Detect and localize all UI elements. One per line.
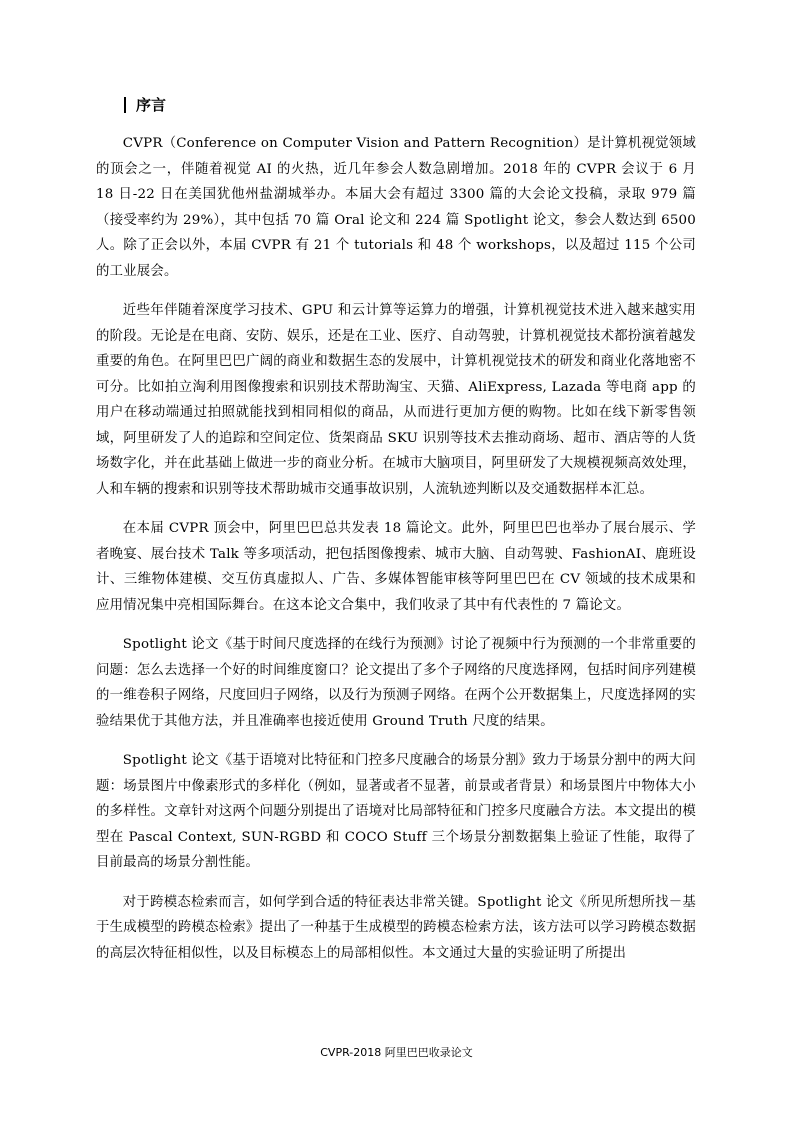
- heading-bar: [124, 97, 126, 113]
- paragraph-alibaba-cvpr: 在本届 CVPR 顶会中，阿里巴巴总共发表 18 篇论文。此外，阿里巴巴也举办了展台展示、学者晚宴、展台技术 Talk 等多项活动，把包括图像搜索、城市大脑、自动驾驶、FashionAI、鹿班设计、三维物体建模、交互仿真虚拟人、广告、多媒体智能审核等阿里巴巴在 CV 领域的技术成果和应用情况集中亮相国际舞台。在这本论文合集中，我们收录了其中有代表性的 7 篇论文。: [96, 521, 696, 613]
- paragraph-scene-segmentation: Spotlight 论文《基于语境对比特征和门控多尺度融合的场景分割》致力于场景分割中的两大问题：场景图片中像素形式的多样化（例如，显著或者不显著，前景或者背景）和场景图片中物体大小的多样性。文章针对这两个问题分别提出了语境对比局部特征和门控多尺度融合方法。本文提出的模型在 Pascal Context, SUN-RGBD 和 COCO Stuff 三个场景分割数据集上验证了性能，取得了目前最高的场景分割性能。: [96, 753, 696, 870]
- section-title: 序言: [136, 96, 167, 114]
- body-text: [96, 131, 696, 980]
- paragraph-intro: CVPR（Conference on Computer Vision and Pattern Recognition）是计算机视觉领域的顶会之一，伴随着视觉 AI 的火热，近几年参会人数急剧增加。2018 年的 CVPR 会议于 6 月 18 日-22 日在美国犹他州盐湖城举办。本届大会有超过 3300 篇的大会论文投稿，录取 979 篇（接受率约为 29%），其中包括 70 篇 Oral 论文和 224 篇 Spotlight 论文，参会人数达到 6500 人。除了正会以外，本届 CVPR 有 21 个 tutorials 和 48 个 workshops，以及超过 115 个公司的工业展会。: [96, 136, 696, 279]
- paragraph-action-prediction: Spotlight 论文《基于时间尺度选择的在线行为预测》讨论了视频中行为预测的一个非常重要的问题：怎么去选择一个好的时间维度窗口？论文提出了多个子网络的尺度选择网，包括时间序列建模的一维卷积子网络，尺度回归子网络，以及行为预测子网络。在两个公开数据集上，尺度选择网的实验结果优于其他方法，并且准确率也接近使用 Ground Truth 尺度的结果。: [96, 637, 696, 729]
- page-footer: CVPR-2018 阿里巴巴收录论文: [320, 1046, 473, 1059]
- paragraph-cv-applications: 近些年伴随着深度学习技术、GPU 和云计算等运算力的增强，计算机视觉技术进入越来越实用的阶段。无论是在电商、安防、娱乐，还是在工业、医疗、自动驾驶，计算机视觉技术都扮演着越发重要的角色。在阿里巴巴广阔的商业和数据生态的发展中，计算机视觉技术的研发和商业化落地密不可分。比如拍立淘利用图像搜索和识别技术帮助淘宝、天猫、AliExpress, Lazada 等电商 app 的用户在移动端通过拍照就能找到相同相似的商品，从而进行更加方便的购物。比如在线下新零售领域，阿里研发了人的追踪和空间定位、货架商品 SKU 识别等技术去推动商场、超市、酒店等的人货场数字化，并在此基础上做进一步的商业分析。在城市大脑项目，阿里研发了大规模视频高效处理，人和车辆的搜索和识别等技术帮助城市交通事故识别，人流轨迹判断以及交通数据样本汇总。: [96, 303, 696, 497]
- section-heading: [124, 95, 166, 115]
- paragraph-cross-modal-retrieval: 对于跨模态检索而言，如何学到合适的特征表达非常关键。Spotlight 论文《所见所想所找－基于生成模型的跨模态检索》提出了一种基于生成模型的跨模态检索方法，该方法可以学习跨模态数据的高层次特征相似性，以及目标模态上的局部相似性。本文通过大量的实验证明了所提出: [96, 894, 696, 961]
